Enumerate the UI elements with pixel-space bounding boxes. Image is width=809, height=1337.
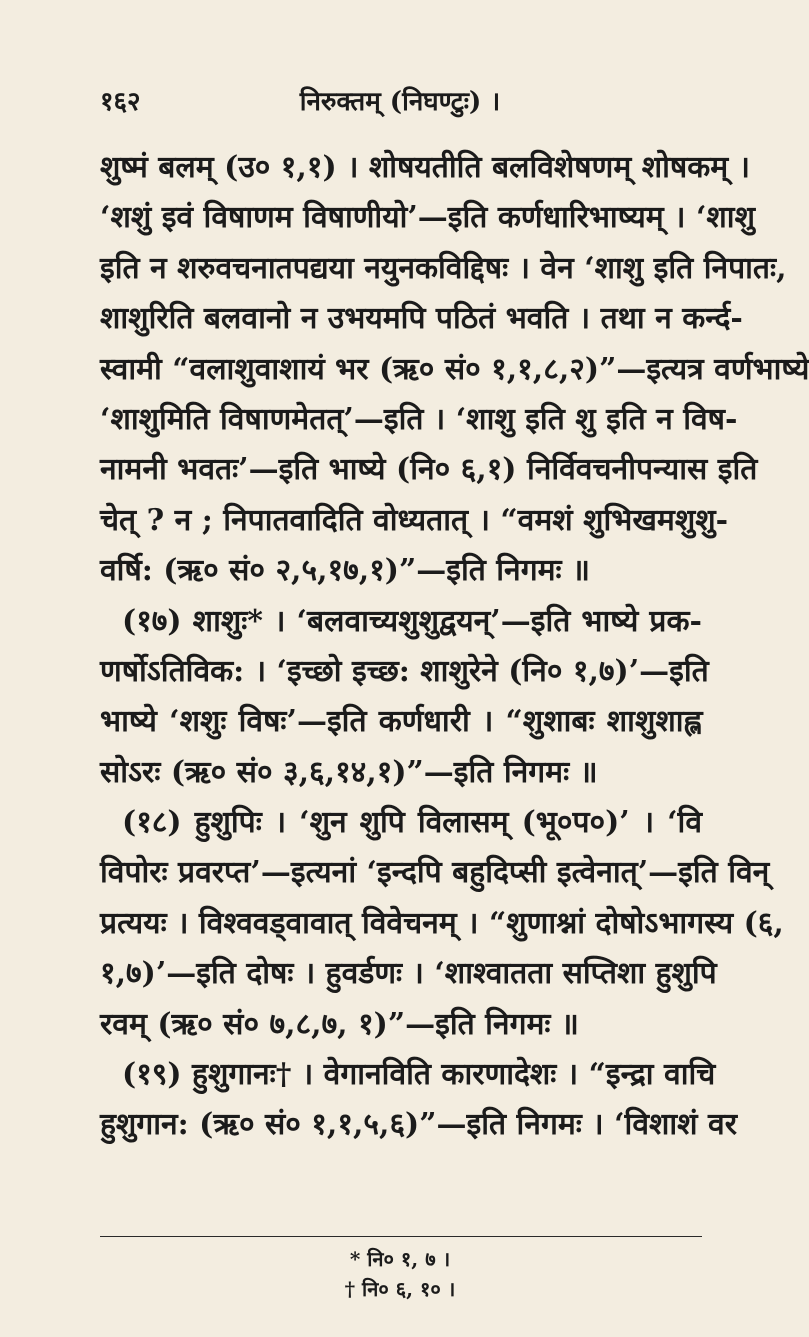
text-line: इति न शरुवचनातपद्यया नयुनकविद्दिषः । वेन ‘शाशु इति निपातः, bbox=[100, 250, 787, 286]
text-line: प्रत्ययः । विश्ववड्वावात् विवेचनम् । “शुणाश्नां दोषोऽभागस्य (६, bbox=[100, 905, 784, 941]
page-header bbox=[100, 82, 700, 122]
text-line: णर्षोऽतिविक: । ‘इच्छो इच्छ: शाशुरेने (नि० १,७)’—इति bbox=[100, 653, 709, 689]
text-line: भाष्ये ‘शशुः विषः’—इति कर्णधारी । “शुशाबः शाशुशाह्ल bbox=[100, 704, 702, 740]
page-number: १६२ bbox=[100, 87, 141, 117]
text-line: (१८) हुशुपिः । ‘शुन शुपि विलासम् (भू०प०)’ । ‘वि bbox=[122, 805, 702, 841]
text-line: रवम् (ऋ० सं० ७,८,७, १)”—इति निगमः ॥ bbox=[100, 1006, 579, 1042]
footnote-divider bbox=[100, 1236, 702, 1237]
text-line: १,७)’—इति दोषः । हुवर्डणः । ‘शाश्वातता सप्तिशा हुशुपि bbox=[100, 956, 717, 992]
text-line: चेत् ? न ; निपातवादिति वोध्यतात् । “वमशं शुभिखमशुशु- bbox=[100, 502, 729, 538]
running-title: निरुक्तम् (निघण्टुः) । bbox=[299, 87, 501, 117]
text-line: ‘शशुं इवं विषाणम विषाणीयो’—इति कर्णधारिभाष्यम् । ‘शाशु bbox=[100, 200, 755, 236]
text-line: सोऽरः (ऋ० सं० ३,६,१४,१)”—इति निगमः ॥ bbox=[100, 754, 598, 790]
text-line: स्वामी “वलाशुवाशायं भर (ऋ० सं० १,१,८,२)”—इत्यत्र वर्णभाष्ये bbox=[100, 351, 809, 387]
text-line: हुशुगान: (ऋ० सं० १,१,५,६)”—इति निगमः । ‘विशाशं वर bbox=[100, 1107, 737, 1143]
text-line: शाशुरिति बलवानो न उभयमपि पठितं भवति । तथा न कर्न्द- bbox=[100, 301, 743, 337]
footnote: * नि० १, ७ । bbox=[349, 1247, 451, 1271]
text-line: (१९) हुशुगानः† । वेगानविति कारणादेशः । “इन्द्रा वाचि bbox=[122, 1057, 716, 1093]
body-text bbox=[100, 143, 809, 1151]
text-line: विपोरः प्रवरप्त’—इत्यनां ‘इन्दपि बहुदिप्सी इत्वेनात्’—इति विन् bbox=[100, 855, 770, 891]
text-line: (१७) शाशुः* । ‘बलवाच्यशुशुद्वयन्’—इति भाष्ये प्रक- bbox=[122, 603, 702, 639]
text-line: ‘शाशुमिति विषाणमेतत्’—इति । ‘शाशु इति शु इति न विष- bbox=[100, 401, 738, 437]
text-line: नामनी भवतः’—इति भाष्ये (नि० ६,१) निर्विवचनीपन्यास इति bbox=[100, 452, 758, 488]
text-line: वर्षि: (ऋ० सं० २,५,१७,१)”—इति निगमः ॥ bbox=[100, 553, 591, 589]
footnote: † नि० ६, १० । bbox=[344, 1277, 456, 1301]
text-line: शुष्मं बलम् (उ० १,१) । शोषयतीति बलविशेषणम् शोषकम् । bbox=[100, 150, 751, 185]
footnotes bbox=[0, 1244, 800, 1304]
